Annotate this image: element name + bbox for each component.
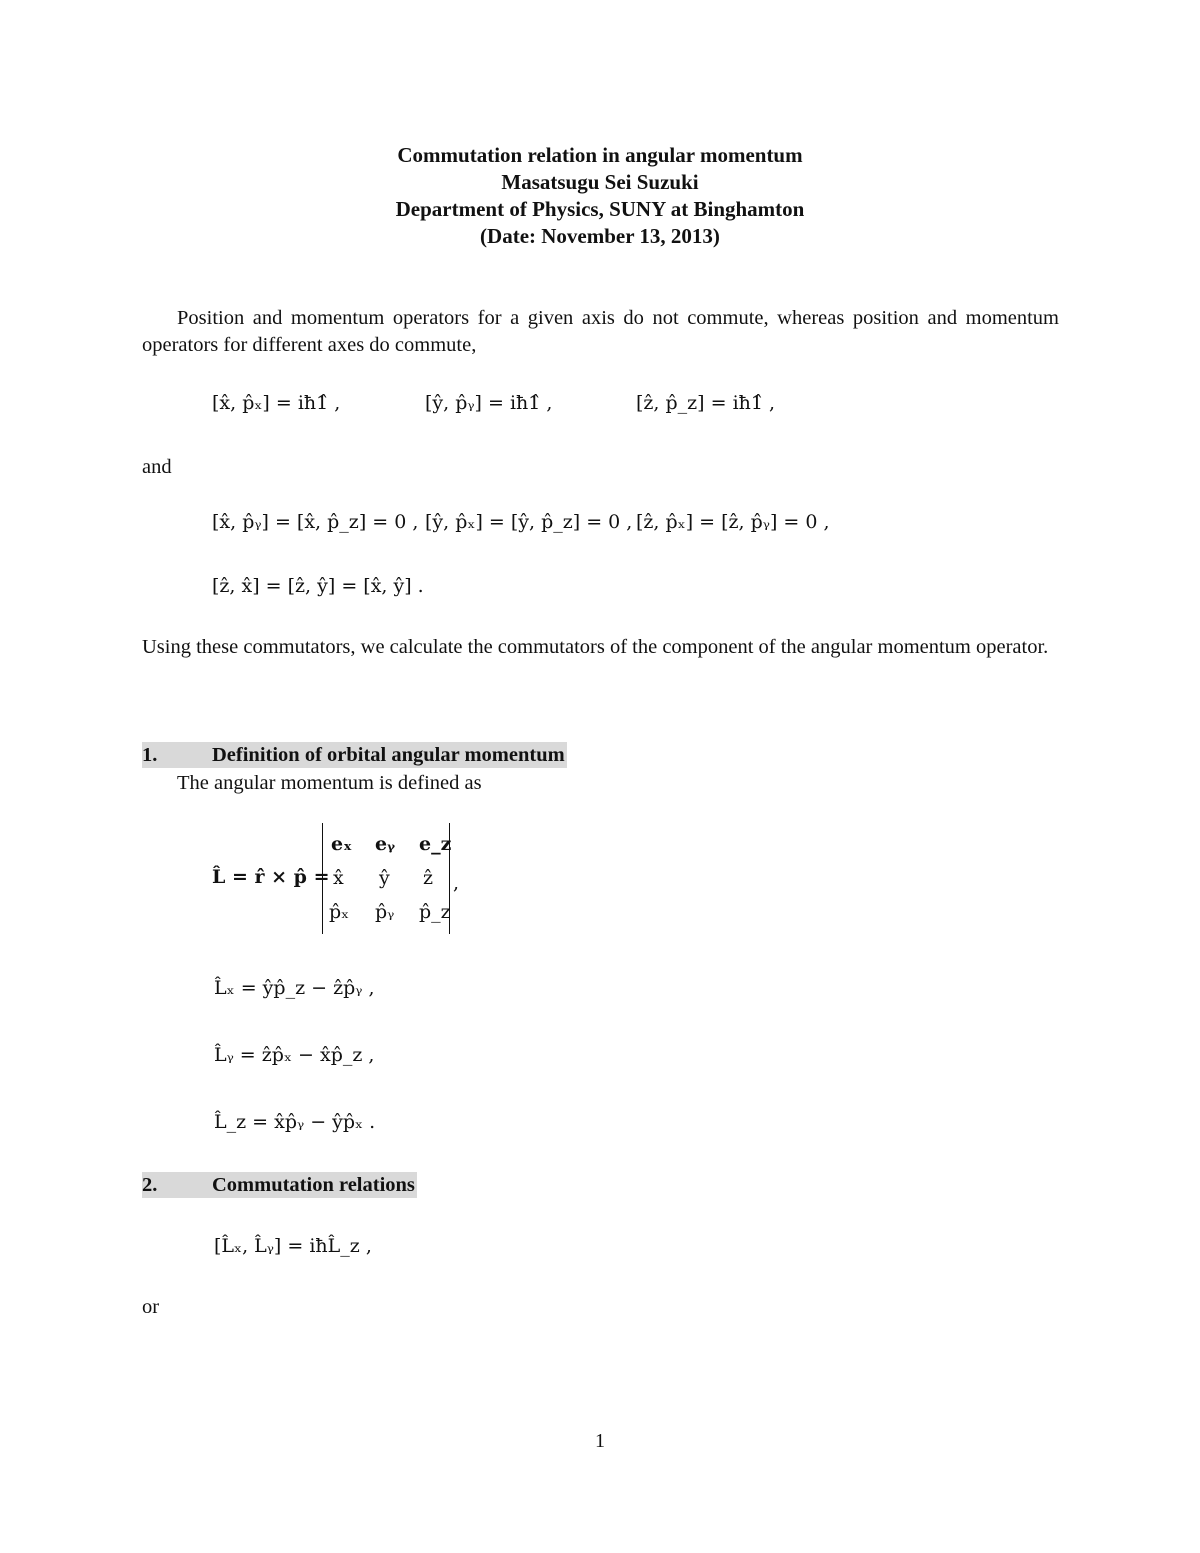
equation-position-commute: [ẑ, x̂] = [ẑ, ŷ] = [x̂, ŷ] . xyxy=(212,575,424,597)
matrix-comma: , xyxy=(453,872,460,894)
equation-x-commute: [x̂, p̂ᵧ] = [x̂, p̂_z] = 0 , xyxy=(212,511,419,533)
affiliation: Department of Physics, SUNY at Binghamton xyxy=(395,197,805,221)
matrix-cell: p̂ₓ xyxy=(329,901,350,923)
and-word: and xyxy=(142,456,172,478)
equation-y-commute: [ŷ, p̂ₓ] = [ŷ, p̂_z] = 0 , xyxy=(425,511,633,533)
page-number: 1 xyxy=(595,1430,605,1452)
equation-z-commute: [ẑ, p̂ₓ] = [ẑ, p̂ᵧ] = 0 , xyxy=(636,511,830,533)
section-number: 1. xyxy=(142,744,158,766)
equation-Lx: L̂ₓ = ŷp̂_z − ẑp̂ᵧ , xyxy=(214,977,375,999)
equation-ypy: [ŷ, p̂ᵧ] = iħ1̂ , xyxy=(425,392,553,414)
section-heading-2 xyxy=(142,1172,417,1198)
matrix-cell: eᵧ xyxy=(375,833,395,855)
matrix-cell: eₓ xyxy=(331,833,353,855)
equation-Lz: L̂_z = x̂p̂ᵧ − ŷp̂ₓ . xyxy=(214,1111,376,1133)
paper-title: Commutation relation in angular momentum xyxy=(397,143,803,167)
or-word: or xyxy=(142,1296,160,1318)
matrix-cell: ẑ xyxy=(423,867,434,889)
equation-commutation-LxLy: [L̂ₓ, L̂ᵧ] = iħL̂_z , xyxy=(214,1235,372,1257)
author: Masatsugu Sei Suzuki xyxy=(501,170,699,194)
matrix-cell: ŷ xyxy=(379,867,390,889)
section-number: 2. xyxy=(142,1174,158,1196)
equation-Ly: L̂ᵧ = ẑp̂ₓ − x̂p̂_z , xyxy=(214,1044,375,1066)
equation-zpz: [ẑ, p̂_z] = iħ1̂ , xyxy=(636,392,776,414)
section-title: Definition of orbital angular momentum xyxy=(212,744,565,766)
intro-paragraph: Position and momentum operators for a given axis do not commute, whereas position and momentum operators for different axes do commute, xyxy=(142,307,1059,356)
section-heading-1 xyxy=(142,742,567,768)
matrix-cell: e_z xyxy=(419,833,452,855)
date: (Date: November 13, 2013) xyxy=(480,224,720,248)
matrix-cell: p̂_z xyxy=(419,901,451,923)
matrix-cell: p̂ᵧ xyxy=(375,901,395,923)
matrix-cell: x̂ xyxy=(333,867,344,889)
section1-text: The angular momentum is defined as xyxy=(177,772,482,794)
equation-xpx: [x̂, p̂ₓ] = iħ1̂ , xyxy=(212,392,341,414)
intro-paragraph-2: Using these commutators, we calculate the commutators of the component of the angular momentum operator. xyxy=(142,636,1049,658)
title-block xyxy=(0,142,1200,250)
determinant-matrix xyxy=(322,823,450,934)
section-title: Commutation relations xyxy=(212,1174,415,1196)
angular-momentum-definition: L̂ = r̂ × p̂ = xyxy=(212,866,330,888)
